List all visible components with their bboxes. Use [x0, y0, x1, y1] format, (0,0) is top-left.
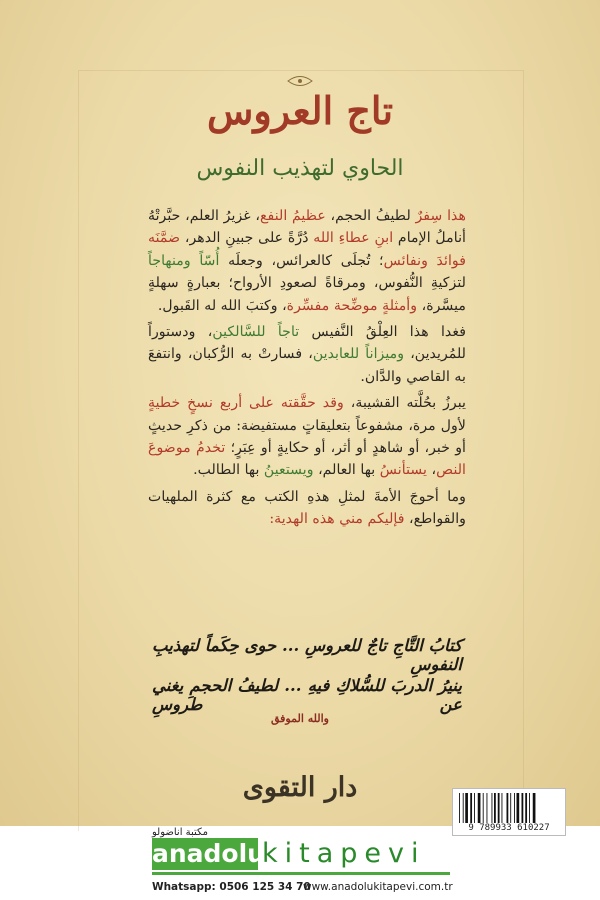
blurb-text-run: دُرَّةً على جبينِ الدهر،: [180, 230, 314, 247]
poem-line-1: كتابُ التَّاجِ تاجٌ للعروسِ ... حوى حِكَماً لتهذيبِ النفوسِ: [152, 636, 462, 674]
blurb-text-run: فإليكم مني هذه الهدية:: [269, 511, 405, 528]
blurb-text-run: وقد حقَّقته على أربع نسخٍ خطيةٍ: [148, 395, 344, 412]
blurb-paragraph-3: [148, 392, 466, 482]
blurb-text-run: عظيمُ النفع: [260, 208, 326, 224]
store-logo-kitapevi: kitapevi: [262, 838, 426, 869]
blurb-text-run: ، ودستوراً للمُريدين،: [148, 324, 466, 363]
blurb-text-run: أُسّاً ومنهاجاً: [148, 252, 220, 269]
ornament-icon: [286, 74, 314, 88]
barcode-bars-icon: [459, 793, 559, 823]
blurb-text-run: يبرزُ بحُلَّته القشيبة،: [343, 395, 466, 412]
isbn-number: 9 789933 610227: [468, 823, 550, 833]
blurb-text-run: هذا: [442, 208, 466, 224]
blurb-text-run: ، وكتبَ الله له القَبول.: [157, 297, 287, 314]
blurb-text-run: ، غزيرُ العلم، حبَّرتْهُ أناملُ الإمام: [148, 208, 466, 247]
blurb-text-run: بها الطالب.: [193, 462, 264, 479]
blurb-text-run: بها العالم،: [313, 462, 380, 479]
blurb-text-run: وأمثلةٍ موضِّحة مفسِّرة: [286, 297, 418, 314]
blurb-text-run: ؛ تُجلَى كالعرائس، وجعلَه: [219, 252, 384, 269]
blurb-text-run: تخدمُ موضوعَ النص: [148, 440, 466, 479]
poem-signature: والله الموفق: [271, 712, 329, 725]
blurb-text-run: فغدا هذا العِلْقُ النَّفيس: [299, 324, 466, 341]
store-logo-anadolu: anadolu: [152, 839, 265, 868]
blurb-text-run: لتزكيةِ النُّفوس، ومرقاةً لصعودِ الأرواح؛ بعبارةٍ سهلةٍ ميسَّرة،: [148, 275, 466, 314]
blurb-text-run: ويستعينُ: [263, 462, 314, 479]
blurb-paragraph-2: [148, 321, 466, 388]
store-small-label: مكتبة اناضولو: [152, 827, 208, 838]
blurb-text-run: وما أحوجَ الأمةَ لمثلِ هذهِ الكتب مع كثرة الملهيات والقواطع،: [148, 488, 466, 528]
blurb-paragraph-1: [148, 205, 466, 317]
store-divider: [152, 872, 450, 875]
blurb-text-run: تاجاً للسَّالكين: [212, 324, 300, 341]
book-subtitle: الحاوي لتهذيب النفوس: [196, 156, 404, 181]
blurb-text-run: يستأنسُ: [379, 462, 427, 479]
poem-line-2: ينيرُ الدربَ للسُّلاكِ فيهِ ... لطيفُ الحجمِ يغني عن طروسِ: [152, 676, 462, 714]
blurb-text: [148, 205, 466, 535]
blurb-text-run: ضمَّنَه فوائدَ ونفائس: [148, 230, 467, 269]
barcode: [452, 788, 566, 836]
blurb-text-run: ، فسارتْ به الرُّكبان، وانتفعَ به القاصي والدَّان.: [148, 346, 466, 385]
whatsapp-number: Whatsapp: 0506 125 34 70: [152, 881, 311, 893]
blurb-text-run: ،: [426, 462, 437, 479]
publisher-logo: دار التقوى: [242, 772, 358, 803]
blurb-text-run: سِفرٌ: [415, 208, 443, 224]
blurb-paragraph-4: [148, 486, 466, 531]
book-title: تاج العروس: [206, 88, 394, 133]
blurb-text-run: لطيفُ الحجم،: [325, 208, 416, 224]
blurb-text-run: ابنِ عطاءِ الله: [313, 230, 394, 247]
blurb-text-run: وميزاناً للعابدين: [312, 346, 405, 363]
store-website: www.anadolukitapevi.com.tr: [303, 881, 453, 893]
blurb-text-run: لأول مرة، مشفوعاً بتعليقاتٍ مستفيضة: من ذكرِ حديثٍ أو خبر، أو شاهدٍ أو أثر، أو حكايةٍ أو عِبَرٍ؛: [148, 417, 467, 457]
